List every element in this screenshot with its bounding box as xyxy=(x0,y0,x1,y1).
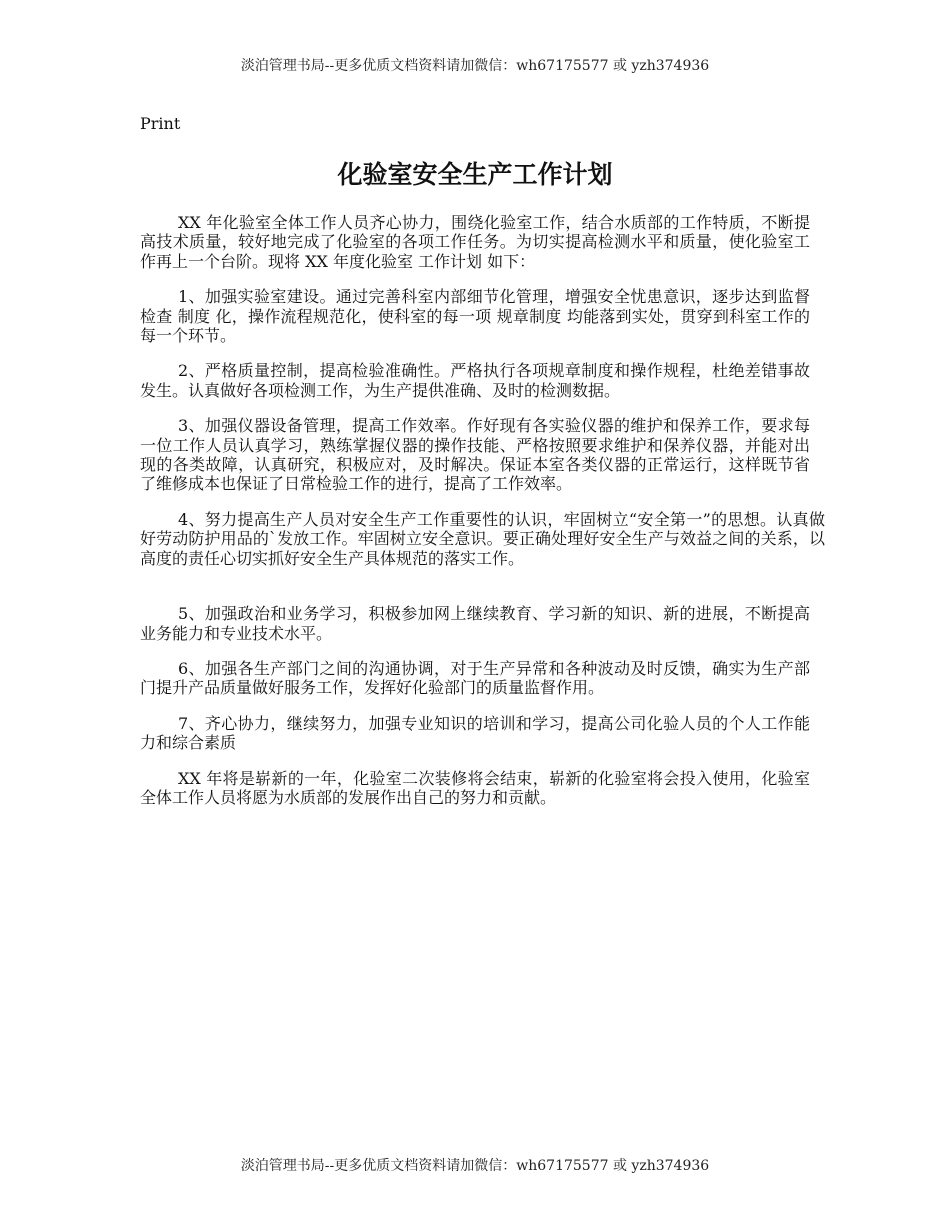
plan-item-1: 1、加强实验室建设。通过完善科室内部细节化管理，增强安全忧患意识，逐步达到监督检查 制度 化，操作流程规范化，使科室的每一项 规章制度 均能落到实处，贯穿到科室工作的每一个环节。 xyxy=(140,287,810,346)
plan-item-4: 4、努力提高生产人员对安全生产工作重要性的认识，牢固树立“安全第一”的思想。认真做好劳动防护用品的`发放工作。牢固树立安全意识。要正确处理好安全生产与效益之间的关系，以高度的责任心切实抓好安全生产具体规范的落实工作。 xyxy=(140,509,825,568)
document-body xyxy=(140,213,825,823)
document-title: 化验室安全生产工作计划 xyxy=(337,160,613,189)
plan-item-3: 3、加强仪器设备管理，提高工作效率。作好现有各实验仪器的维护和保养工作，要求每一位工作人员认真学习，熟练掌握仪器的操作技能、严格按照要求维护和保养仪器，并能对出现的各类故障，认真研究，积极应对，及时解决。保证本室各类仪器的正常运行，这样既节省了维修成本也保证了日常检验工作的进行，提高了工作效率。 xyxy=(140,416,810,494)
plan-item-2: 2、严格质量控制，提高检验准确性。严格执行各项规章制度和操作规程，杜绝差错事故发生。认真做好各项检测工作，为生产提供准确、及时的检测数据。 xyxy=(140,361,810,400)
page-footer: 淡泊管理书局--更多优质文档资料请加微信：wh67175577 或 yzh374936 xyxy=(240,1158,710,1174)
page-header: 淡泊管理书局--更多优质文档资料请加微信：wh67175577 或 yzh374936 xyxy=(240,58,710,74)
intro-paragraph: XX 年化验室全体工作人员齐心协力，围绕化验室工作，结合水质部的工作特质，不断提高技术质量，较好地完成了化验室的各项工作任务。为切实提高检测水平和质量，使化验室工作再上一个台阶。现将 XX 年度化验室 工作计划 如下： xyxy=(140,213,810,271)
closing-paragraph: XX 年将是崭新的一年，化验室二次装修将会结束，崭新的化验室将会投入使用，化验室全体工作人员将愿为水质部的发展作出自己的努力和贡献。 xyxy=(140,768,810,807)
print-label: Print xyxy=(140,114,181,133)
plan-item-5: 5、加强政治和业务学习，积极参加网上继续教育、学习新的知识、新的进展，不断提高业务能力和专业技术水平。 xyxy=(140,604,810,643)
plan-item-6: 6、加强各生产部门之间的沟通协调，对于生产异常和各种波动及时反馈，确实为生产部门提升产品质量做好服务工作，发挥好化验部门的质量监督作用。 xyxy=(140,658,810,698)
plan-item-7: 7、齐心协力，继续努力，加强专业知识的培训和学习，提高公司化验人员的个人工作能力和综合素质 xyxy=(140,713,810,753)
